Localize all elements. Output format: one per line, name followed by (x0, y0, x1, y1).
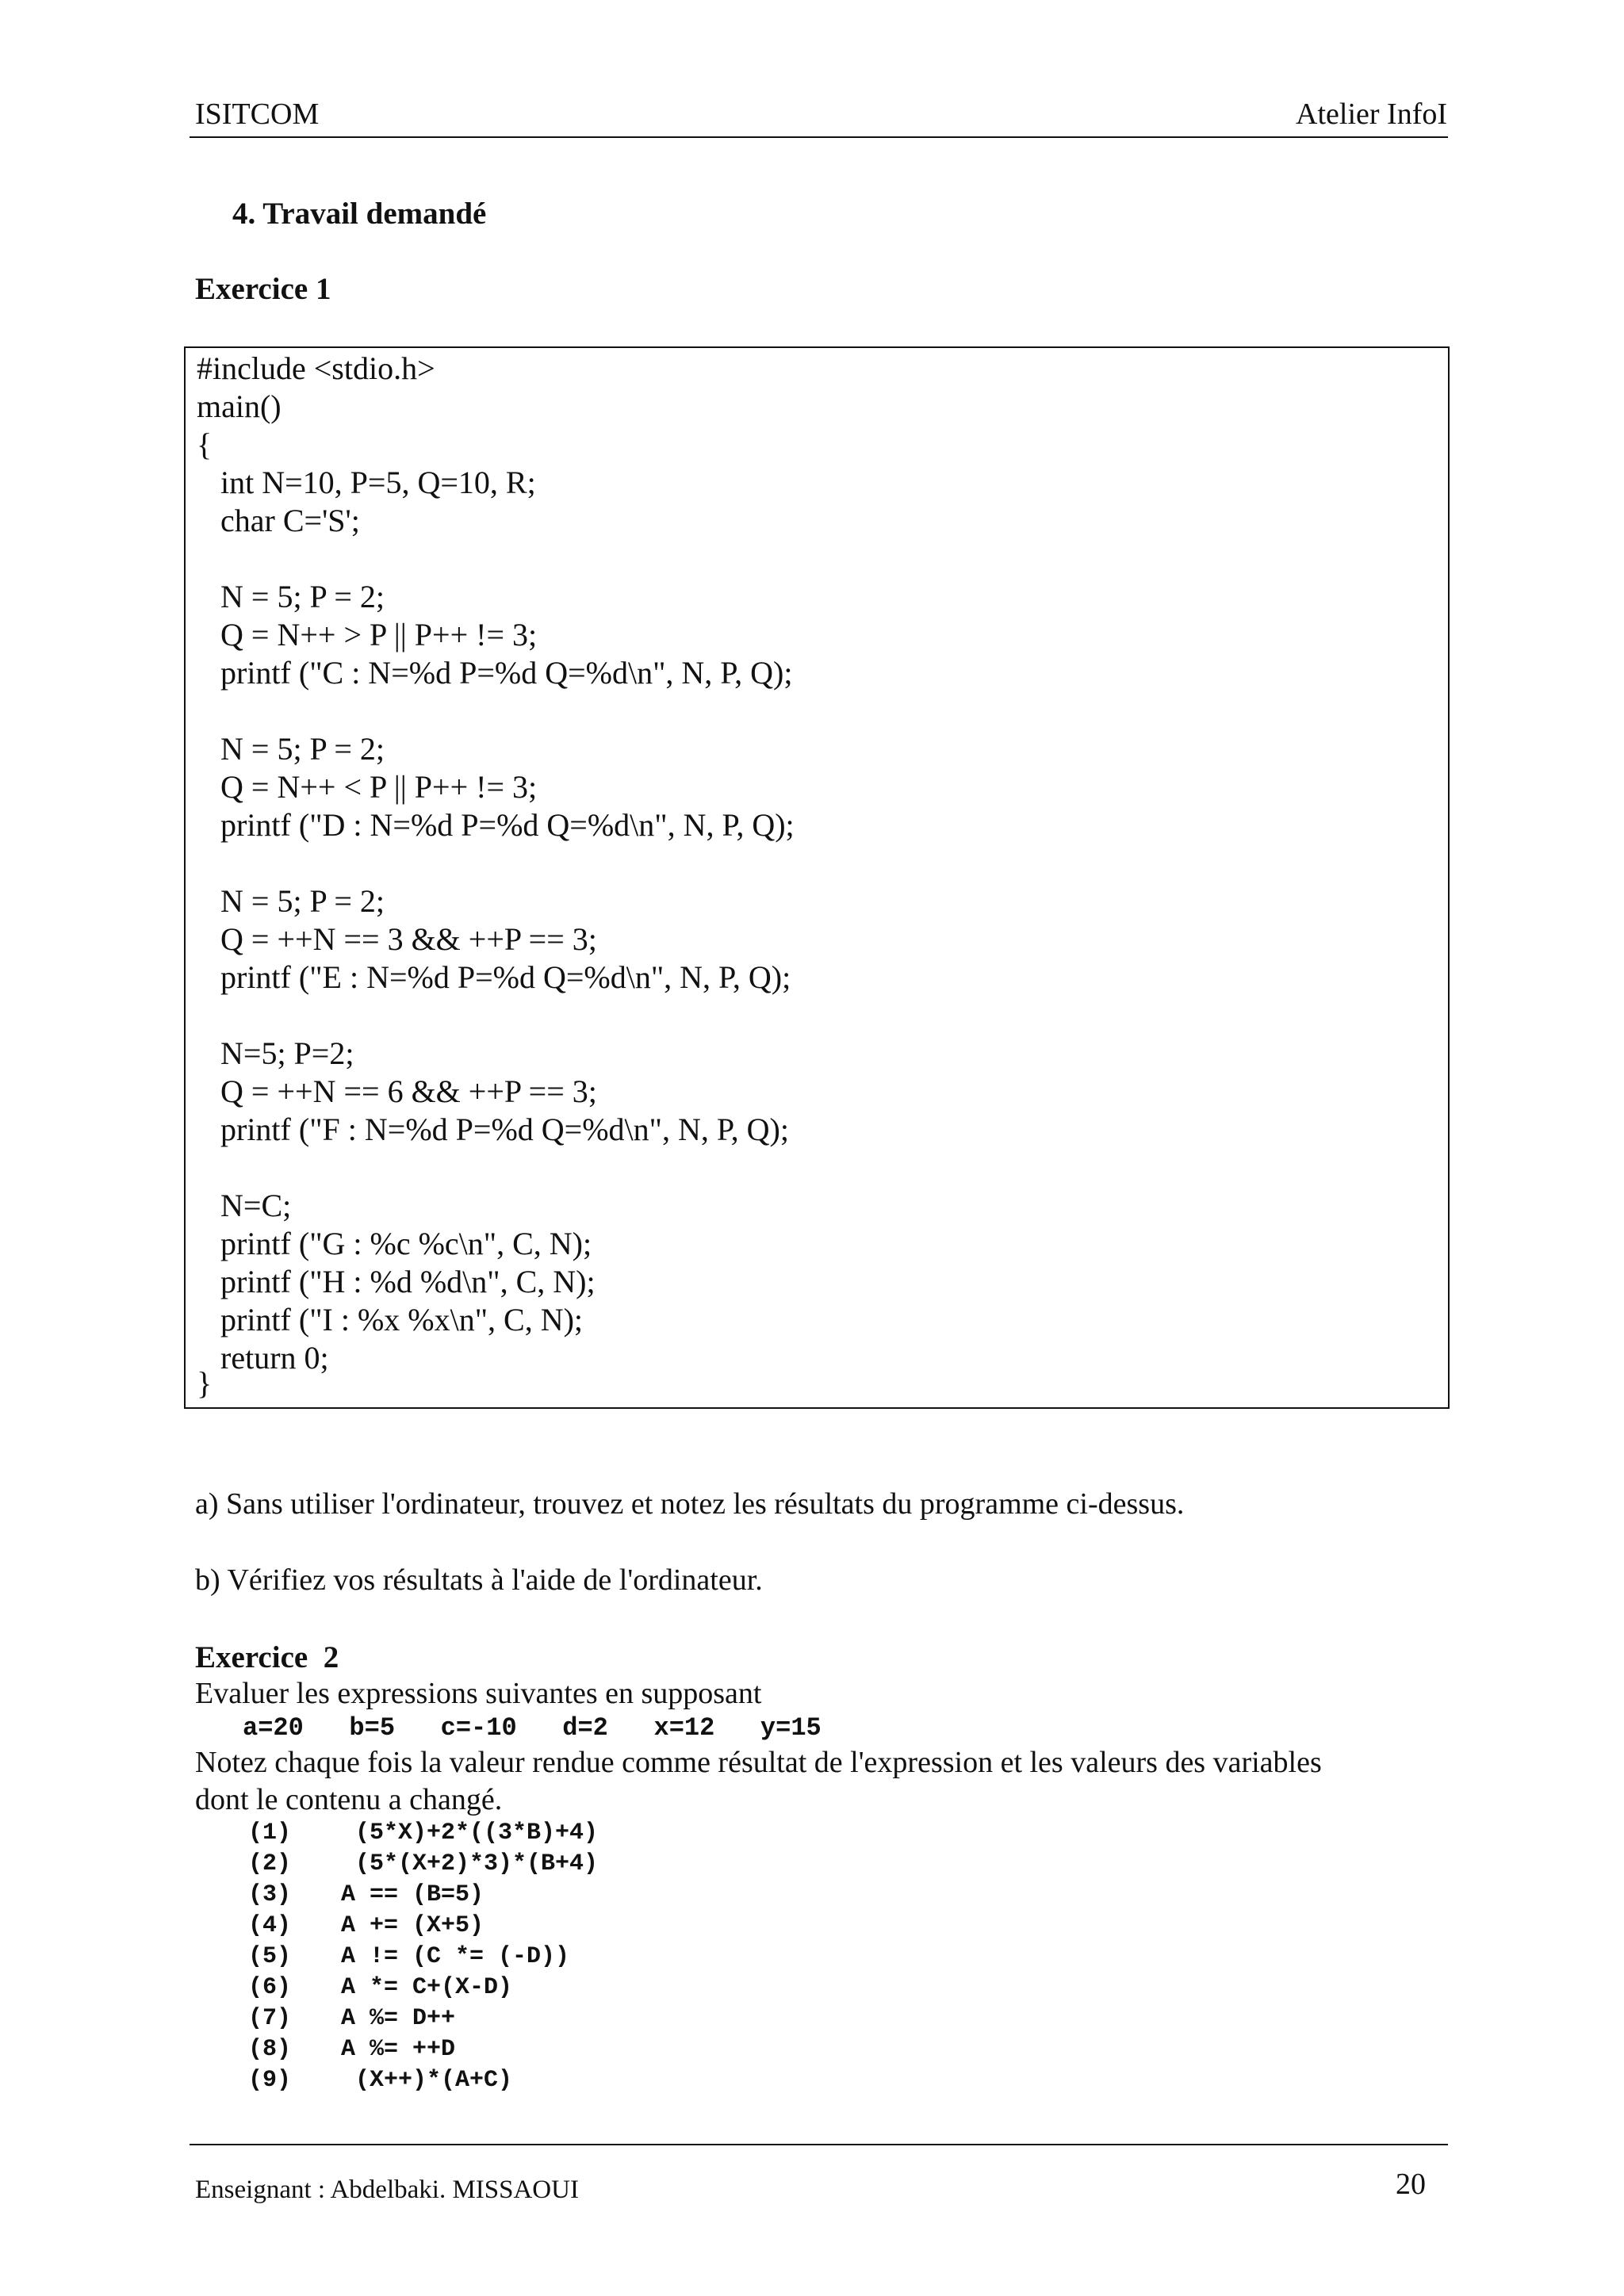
expression-number: (5) (248, 1943, 292, 1970)
code-line: N=C; (197, 1188, 292, 1223)
code-line: return 0; (197, 1340, 329, 1376)
code-line: Q = ++N == 6 && ++P == 3; (197, 1073, 597, 1109)
code-line: printf ("H : %d %d\n", C, N); (197, 1264, 596, 1299)
question-a: a) Sans utiliser l'ordinateur, trouvez et notez les résultats du programme ci-dessus. (195, 1487, 1185, 1521)
expression-number: (1) (248, 1820, 292, 1846)
exercise1-title: Exercice 1 (195, 272, 331, 306)
code-line: main() (197, 388, 282, 424)
code-line: int N=10, P=5, Q=10, R; (197, 465, 536, 500)
header-rule (190, 136, 1448, 138)
question-b: b) Vérifiez vos résultats à l'aide de l'ordinateur. (195, 1563, 763, 1597)
exercise2-note-line2: dont le contenu a changé. (195, 1783, 503, 1816)
header-course: Atelier InfoI (1296, 98, 1447, 131)
expression-text: A %= ++D (341, 2036, 456, 2063)
code-line: printf ("F : N=%d P=%d Q=%d\n", N, P, Q); (197, 1112, 789, 1147)
expression-number: (3) (248, 1881, 292, 1908)
expression-text: A != (C *= (-D)) (341, 1943, 570, 1970)
expression-text: A *= C+(X-D) (341, 1974, 513, 2001)
exercise2-intro: Evaluer les expressions suivantes en supposant (195, 1677, 762, 1710)
expression-text: A += (X+5) (341, 1912, 485, 1939)
header-institution: ISITCOM (195, 98, 320, 131)
expression-number: (7) (248, 2005, 292, 2032)
code-line: printf ("G : %c %c\n", C, N); (197, 1226, 592, 1261)
expression-number: (8) (248, 2036, 292, 2063)
section-title: 4. Travail demandé (232, 197, 487, 231)
code-line: } (197, 1365, 213, 1401)
code-listing (184, 346, 1450, 1409)
code-line: Q = N++ < P || P++ != 3; (197, 769, 538, 805)
expression-number: (9) (248, 2067, 292, 2094)
code-line: N = 5; P = 2; (197, 579, 385, 614)
footer-rule (190, 2144, 1448, 2145)
code-line: printf ("D : N=%d P=%d Q=%d\n", N, P, Q); (197, 807, 795, 843)
code-line: N=5; P=2; (197, 1035, 354, 1071)
code-line: printf ("I : %x %x\n", C, N); (197, 1302, 584, 1337)
expression-text: A == (B=5) (341, 1881, 485, 1908)
exercise2-note-line1: Notez chaque fois la valeur rendue comme résultat de l'expression et les valeurs des variables (195, 1746, 1322, 1779)
exercise2-title: Exercice 2 (195, 1640, 339, 1674)
code-line: #include <stdio.h> (197, 350, 435, 386)
code-line: Q = ++N == 3 && ++P == 3; (197, 921, 597, 957)
expression-text: A %= D++ (341, 2005, 456, 2032)
expression-text: (X++)*(A+C) (341, 2067, 513, 2094)
variable-values: a=20 b=5 c=-10 d=2 x=12 y=15 (243, 1713, 822, 1743)
code-line: { (197, 427, 213, 462)
code-line: printf ("C : N=%d P=%d Q=%d\n", N, P, Q); (197, 655, 793, 691)
footer-teacher: Enseignant : Abdelbaki. MISSAOUI (195, 2175, 579, 2204)
expression-text: (5*X)+2*((3*B)+4) (341, 1820, 599, 1846)
expression-text: (5*(X+2)*3)*(B+4) (341, 1850, 599, 1877)
code-line: Q = N++ > P || P++ != 3; (197, 617, 538, 652)
expression-number: (2) (248, 1850, 292, 1877)
expression-number: (6) (248, 1974, 292, 2001)
code-line: printf ("E : N=%d P=%d Q=%d\n", N, P, Q); (197, 959, 791, 995)
page-number: 20 (1396, 2168, 1426, 2201)
code-line: char C='S'; (197, 503, 360, 538)
expression-number: (4) (248, 1912, 292, 1939)
code-line: N = 5; P = 2; (197, 731, 385, 767)
code-line: N = 5; P = 2; (197, 883, 385, 919)
